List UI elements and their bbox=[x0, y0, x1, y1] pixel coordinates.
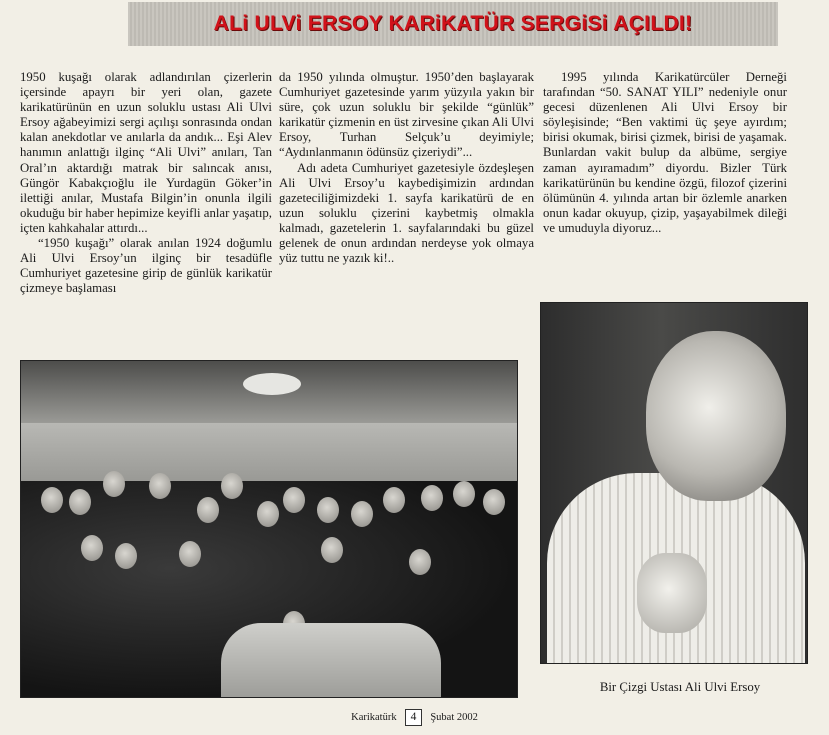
photo-face bbox=[283, 487, 305, 513]
photo-face bbox=[383, 487, 405, 513]
photo-face bbox=[317, 497, 339, 523]
photo-face bbox=[115, 543, 137, 569]
photo-face bbox=[41, 487, 63, 513]
photo-face bbox=[321, 537, 343, 563]
title-banner bbox=[128, 2, 778, 46]
photo-face bbox=[351, 501, 373, 527]
portrait-hand bbox=[637, 553, 707, 633]
issue-date: Şubat 2002 bbox=[430, 711, 478, 723]
paragraph: 1950 kuşağı olarak adlandırılan çizerlerin içersinde apayrı bir yeri olan, gazete karikatürünün en uzun soluklu ustası Ali Ulvi Ersoy ağabeyimizi sergi açılışı sonrasında ondan kalan anekdotlar ve anılarla da andık... Eşi Alev hanımın anlattığı ilginç “Ali Ulvi” anıları, Tan Oral’ın aktardığı matrak bir salıncak anısı, Güngör Kabakçıoğlu ile Yurdagün Göker’in ilettiği anılar, Mustafa Bilgin’in onunla ilgili okuduğu bir haber hepimize keyifli anlar yaşatıp, içten kahkahalar attırdı... bbox=[20, 70, 272, 235]
photo-face bbox=[197, 497, 219, 523]
photo-face bbox=[179, 541, 201, 567]
photo-face bbox=[421, 485, 443, 511]
photo-caption: Bir Çizgi Ustası Ali Ulvi Ersoy bbox=[599, 680, 761, 694]
text-column-2 bbox=[279, 70, 534, 266]
photo-face bbox=[81, 535, 103, 561]
photo-face bbox=[149, 473, 171, 499]
photo-table bbox=[221, 623, 441, 698]
page-number: 4 bbox=[405, 709, 423, 726]
magazine-name: Karikatürk bbox=[351, 711, 397, 723]
photo-face bbox=[409, 549, 431, 575]
photo-face bbox=[483, 489, 505, 515]
paragraph: “1950 kuşağı” olarak anılan 1924 doğumlu Ali Ulvi Ersoy’un ilginç bir tesadüfle Cumhuriyet gazetesine girip de günlük karikatür çizmeye başlaması bbox=[20, 236, 272, 296]
photo-face bbox=[103, 471, 125, 497]
paragraph: da 1950 yılında olmuştur. 1950’den başlayarak Cumhuriyet gazetesinde yarım yüzyıla yakın bir süre, çok uzun soluklu bir şekilde “günlük” karikatür çizmenin en üst zirvesine çıkan Ali Ulvi Ersoy, Turhan Selçuk’u deyimiyle; “Aydınlanmanın ödünsüz çizeriydi”... bbox=[279, 70, 534, 160]
photo-face bbox=[453, 481, 475, 507]
text-column-3 bbox=[543, 70, 787, 236]
paragraph: Adı adeta Cumhuriyet gazetesiyle özdeşleşen Ali Ulvi Ersoy’u kaybedişimizin ardından gazeteciliğimizdeki 1. sayfa karikatürü de en uzun soluklu çizerini kaybetmiş olmakla kalmadı, gazetelerin 1. sayfalarındaki bu güzel gelenek de onun ardından nerdeyse yok olmaya yüz tuttu ne yazık ki!.. bbox=[279, 160, 534, 266]
photo-ceiling-lamp bbox=[243, 373, 301, 395]
paragraph: 1995 yılında Karikatürcüler Derneği tarafından “50. SANAT YILI” nedeniyle onur gecesi düzenlenen Ali Ulvi Ersoy bir söyleşisinde; “Ben vaktimi üç şeye ayırdım; birisi okumak, birisi çizmek, birisi de yaşamak. Bunlardan vakit bulup da albüme, sergiye zaman ayıramadım” diyordu. Bizler Türk karikatürünün bu kendine özgü, filozof çizerini ölümünün 4. yılında artan bir özlemle anarken onun kadar okuyup, çizip, yaşayabilmek dileği ve umuduyla diyoruz... bbox=[543, 70, 787, 235]
article-title: ALi ULVi ERSOY KARiKATÜR SERGiSi AÇILDI! bbox=[213, 12, 693, 35]
portrait-head bbox=[646, 331, 786, 501]
photo-face bbox=[69, 489, 91, 515]
photo-face bbox=[257, 501, 279, 527]
photo-face bbox=[221, 473, 243, 499]
group-photo bbox=[20, 360, 518, 698]
page-footer bbox=[0, 707, 829, 727]
portrait-photo bbox=[540, 302, 808, 664]
text-column-1 bbox=[20, 70, 272, 296]
